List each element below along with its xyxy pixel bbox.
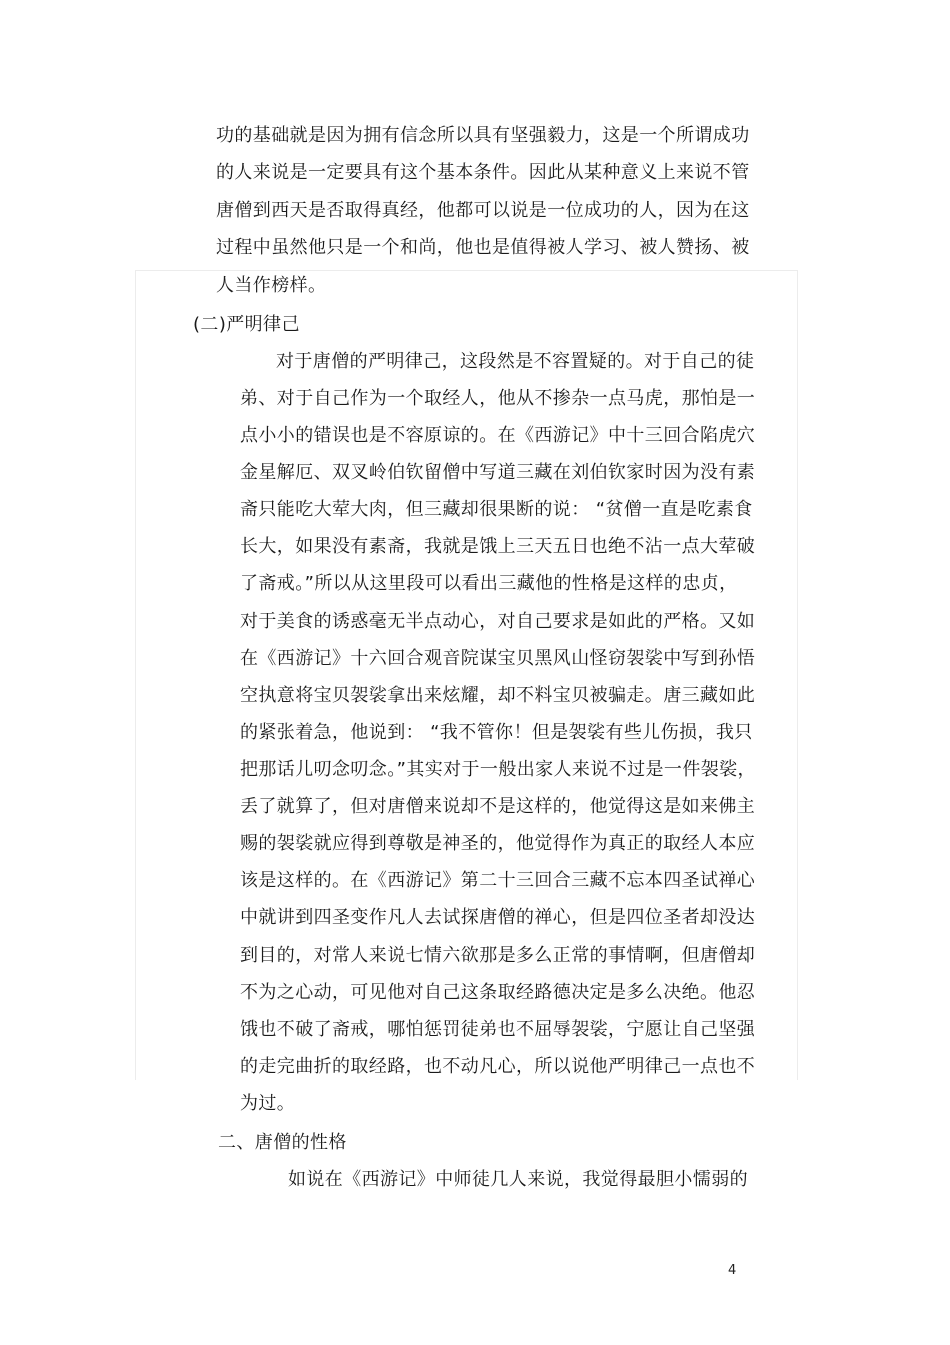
paragraph-first-line: 对于唐僧的严明律己，这段然是不容置疑的。对于自己的徒 <box>276 351 755 372</box>
text-line: 的人来说是一定要具有这个基本条件。因此从某种意义上来说不管 <box>216 162 750 183</box>
text-line: 斋只能吃大荤大肉，但三藏却很果断的说： “贫僧一直是吃素食 <box>240 499 753 520</box>
text-line: 过程中虽然他只是一个和尚，他也是值得被人学习、被人赞扬、被 <box>216 237 750 258</box>
text-line: 长大，如果没有素斋，我就是饿上三天五日也绝不沾一点大荤破 <box>240 536 756 557</box>
text-line: 把那话儿叨念叨念。”其实对于一般出家人来说不过是一件袈裟， <box>240 759 756 780</box>
text-line: 人当作榜样。 <box>216 275 327 296</box>
text-line: 丢了就算了，但对唐僧来说却不是这样的，他觉得这是如来佛主 <box>240 796 756 817</box>
text-line: 的紧张着急，他说到： “我不管你！但是袈裟有些儿伤损，我只 <box>240 722 753 743</box>
text-line: 中就讲到四圣变作凡人去试探唐僧的禅心，但是四位圣者却没达 <box>240 907 756 928</box>
text-line: 该是这样的。在《西游记》第二十三回合三藏不忘本四圣试禅心 <box>240 870 756 891</box>
text-line: 的走完曲折的取经路，也不动凡心，所以说他严明律己一点也不 <box>240 1056 756 1077</box>
text-line: 为过。 <box>240 1093 296 1114</box>
frame-border-left <box>135 270 136 1080</box>
page-number: 4 <box>728 1263 737 1278</box>
text-line: 对于美食的诱惑毫无半点动心，对自己要求是如此的严格。又如 <box>240 611 756 632</box>
text-line: 了斋戒。”所以从这里段可以看出三藏他的性格是这样的忠贞， <box>240 573 738 594</box>
text-line: 到目的，对常人来说七情六欲那是多么正常的事情啊，但唐僧却 <box>240 945 756 966</box>
text-line: 弟、对于自己作为一个取经人，他从不掺杂一点马虎，那怕是一 <box>240 388 756 409</box>
text-line: 饿也不破了斋戒，哪怕惩罚徒弟也不屈辱袈裟，宁愿让自己坚强 <box>240 1019 756 1040</box>
text-line: 唐僧到西天是否取得真经，他都可以说是一位成功的人，因为在这 <box>216 200 750 221</box>
text-line: 金星解厄、双叉岭伯钦留僧中写道三藏在刘伯钦家时因为没有素 <box>240 462 756 483</box>
paragraph-first-line: 如说在《西游记》中师徒几人来说，我觉得最胆小懦弱的 <box>288 1169 748 1190</box>
text-line: 点小小的错误也是不容原谅的。在《西游记》中十三回合陷虎穴 <box>240 425 756 446</box>
section-heading: 二、唐僧的性格 <box>218 1132 347 1153</box>
text-line: 赐的袈裟就应得到尊敬是神圣的，他觉得作为真正的取经人本应 <box>240 833 756 854</box>
frame-border-top <box>135 270 797 271</box>
text-line: 在《西游记》十六回合观音院谋宝贝黑风山怪窃袈裟中写到孙悟 <box>240 648 756 669</box>
section-heading: (二)严明律己 <box>193 314 300 335</box>
frame-border-right <box>797 270 798 1080</box>
text-line: 功的基础就是因为拥有信念所以具有坚强毅力，这是一个所谓成功 <box>216 125 750 146</box>
text-line: 不为之心动，可见他对自己这条取经路德决定是多么决绝。他忍 <box>240 982 756 1003</box>
text-line: 空执意将宝贝袈裟拿出来炫耀，却不料宝贝被骗走。唐三藏如此 <box>240 685 756 706</box>
